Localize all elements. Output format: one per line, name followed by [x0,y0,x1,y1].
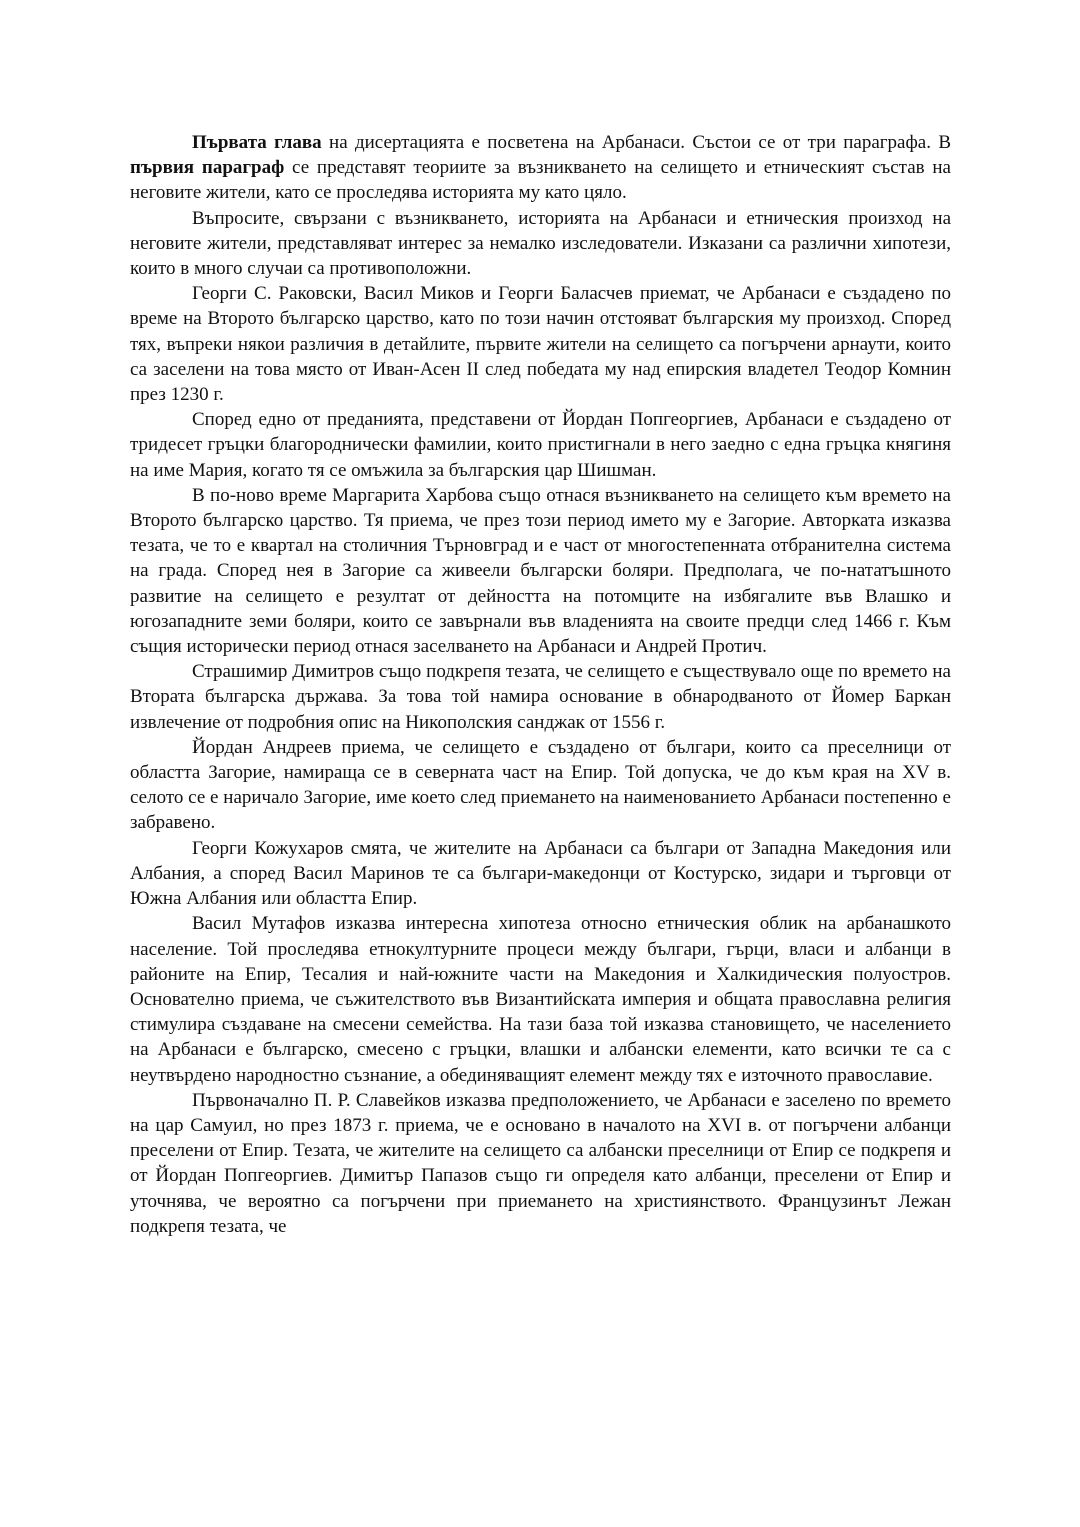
text-run: Георги Кожухаров смята, че жителите на Арбанаси са българи от Западна Македония или Албания, а според Васил Маринов те са българи-македонци от Костурско, зидари и търговци от Южна Албания или областта Епир. [130,837,951,910]
bold-phrase: Първата глава [192,132,322,153]
text-run: се представят теориите за възникването на селището и етническият състав на неговите жители, като се проследява историята му като цяло. [130,157,951,204]
text-run: Страшимир Димитров също подкрепя тезата, че селището е съществувало още по времето на Втората българска държава. За това той намира основание в обнародваното от Йомер Баркан извлечение от подробния опис на Никополския санджак от 1556 г. [130,661,951,733]
text-run: Йордан Андреев приема, че селището е създадено от българи, които са преселници от областта Загорие, намираща се в северната част на Епир. Той допуска, че до към края на XV в. селото се е наричало Загорие, име което след приемането на наименованието Арбанаси постепенно е забравено. [130,736,951,834]
paragraph [130,130,951,206]
paragraph [130,483,951,659]
paragraph [130,281,951,407]
paragraph [130,659,951,735]
bold-phrase: първия параграф [130,157,285,179]
paragraph [130,206,951,282]
text-run: Според едно от преданията, представени от Йордан Попгеоргиев, Арбанаси е създадено от тридесет гръцки благороднически фамилии, които пристигнали в него заедно с една гръцка княгиня на име Мария, когато тя се омъжила за българския цар Шишман. [130,409,951,481]
text-run: Първоначално П. Р. Славейков изказва предположението, че Арбанаси е заселено по времето на цар Самуил, но през 1873 г. приема, че е основано в началото на XVI в. от погърчени албанци преселени от Епир. Тезата, че жителите на селището са албански преселници от Епир се подкрепя и от Йордан Попгеоргиев. Димитър Папазов също ги определя като албанци, преселени от Епир и уточнява, че вероятно са погърчени при приемането на християнството. Французинът Лежан подкрепя тезата, че [130,1089,951,1237]
paragraph [130,735,951,836]
text-run: на дисертацията е посветена на Арбанаси. Състои се от три параграфа. В [321,132,951,153]
paragraph [130,836,951,912]
text-run: Васил Мутафов изказва интересна хипотеза относно етническия облик на арбанашкото население. Той проследява етнокултурните процеси между българи, гърци, власи и албанци в районите на Епир, Тесалия и най-южните части на Македония и Халкидическия полуостров. Основателно приема, че съжителството във Византийската империя и общата православна религия стимулира създаване на смесени семейства. На тази база той изказва становището, че населението на Арбанаси е българско, смесено с гръцки, влашки и албански елементи, като всички те са с неутвърдено народностно съзнание, а обединяващият елемент между тях е източното православие. [130,913,951,1086]
text-run: В по-ново време Маргарита Харбова също отнася възникването на селището към времето на Второто българско царство. Тя приема, че през този период името му е Загорие. Авторката изказва тезата, че то е квартал на столичния Търновград и е част от многостепенната отбранителна система на града. Според нея в Загорие са живеели български боляри. Предполага, че по-нататъшното развитие на селището е резултат от дейността на потомците на избягалите във Влашко и югозападните земи боляри, които се завърнали във владенията на своите предци след 1466 г. Към същия исторически период отнася заселването на Арбанаси и Андрей Протич. [130,484,951,658]
paragraph [130,1088,951,1239]
paragraph [130,911,951,1087]
paragraph [130,407,951,483]
document-page [130,130,951,1239]
text-run: Въпросите, свързани с възникването, историята на Арбанаси и етническия произход на неговите жители, представляват интерес за немалко изследователи. Изказани са различни хипотези, които в много случаи са противоположни. [130,207,951,280]
text-run: Георги С. Раковски, Васил Миков и Георги Баласчев приемат, че Арбанаси е създадено по време на Второто българско царство, като по този начин отстояват българския му произход. Според тях, въпреки някои различия в детайлите, първите жители на селището са погърчени арнаути, които са заселени на това място от Иван-Асен II след победата му над епирския владетел Теодор Комнин през 1230 г. [130,283,951,406]
